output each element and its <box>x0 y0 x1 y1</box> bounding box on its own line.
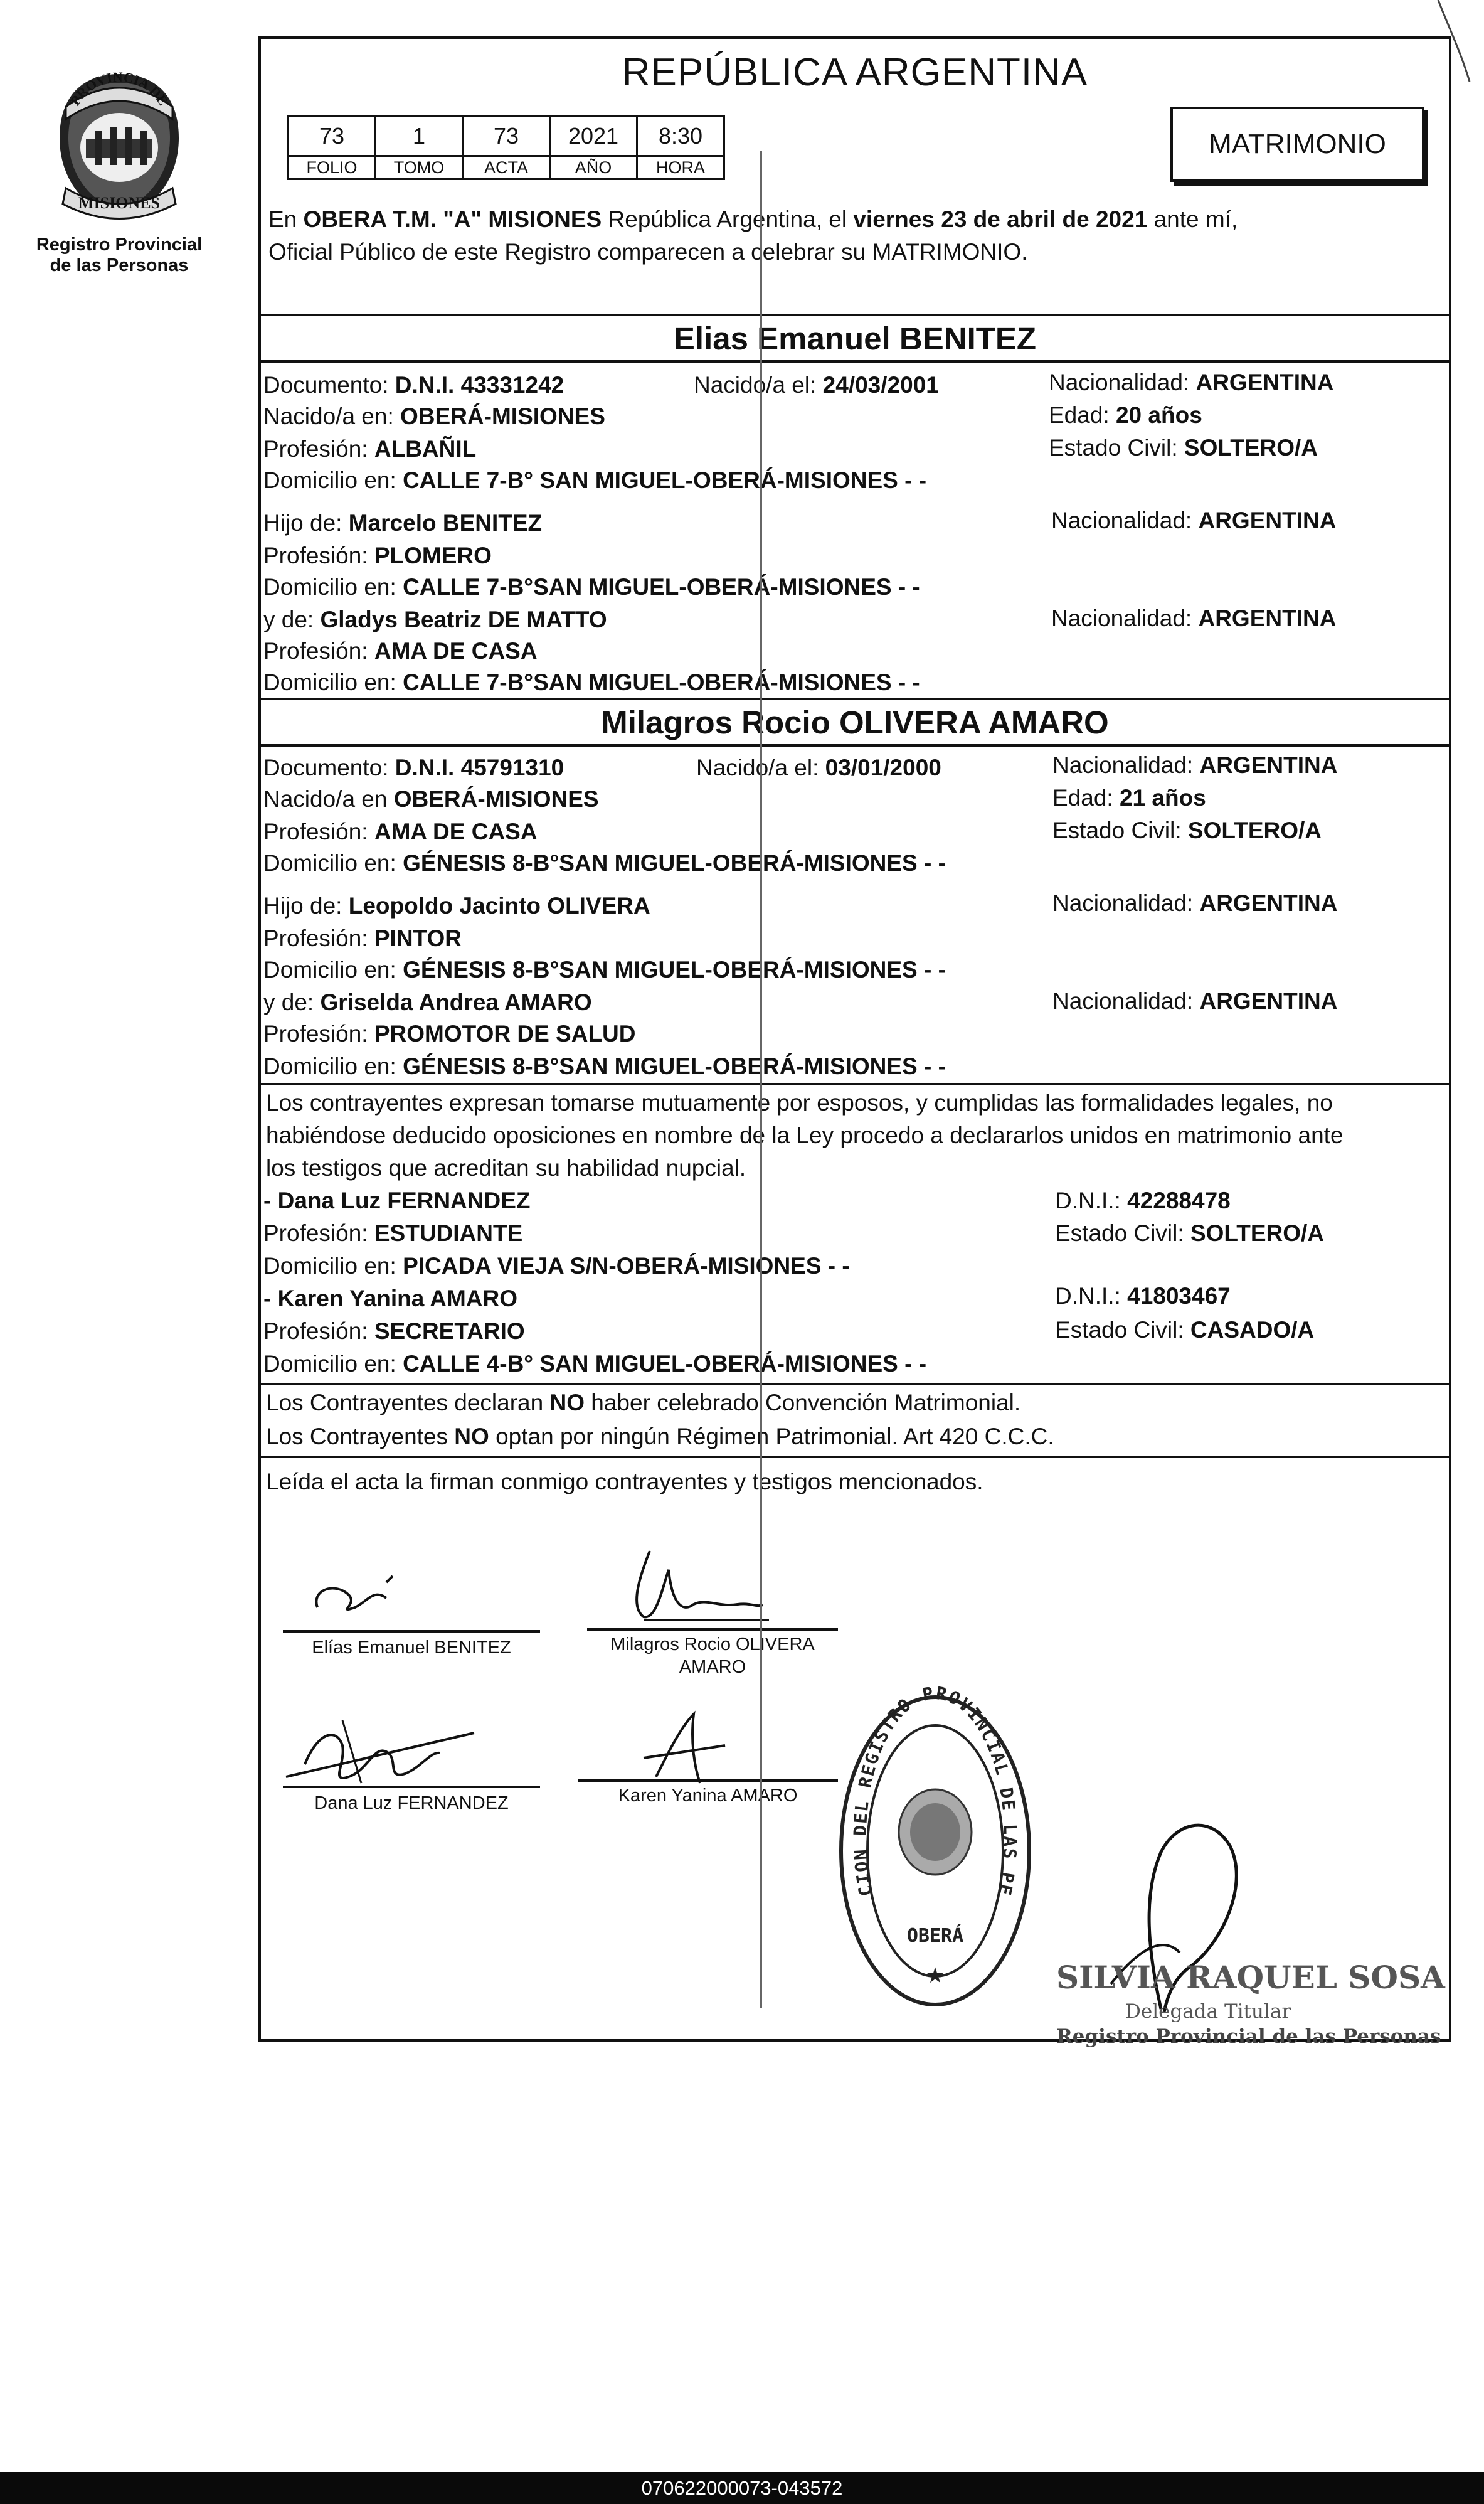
witness2-name: - Karen Yanina AMARO <box>263 1286 518 1311</box>
closing-text: Leída el acta la firman conmigo contrayentes y testigos mencionados. <box>266 1469 983 1494</box>
spouse2-marital-status: Estado Civil: SOLTERO/A <box>1052 818 1322 843</box>
spouse2-birthplace: Nacido/a en OBERÁ-MISIONES <box>263 786 599 812</box>
spouse1-marital-status: Estado Civil: SOLTERO/A <box>1049 435 1318 461</box>
year-value: 2021 <box>550 117 637 156</box>
hour-label: HORA <box>637 156 724 179</box>
spouse1-profession: Profesión: ALBAÑIL <box>263 436 477 462</box>
spouse1-mother: y de: Gladys Beatriz DE MATTO <box>263 607 607 632</box>
register-box <box>287 115 725 180</box>
intro-paragraph: En OBERA T.M. "A" MISIONES República Argentina, el viernes 23 de abril de 2021 ante mí, Oficial Público de este Registro comparecen a celebrar su MATRIMONIO. <box>268 206 1238 265</box>
spouse1-father-nationality: Nacionalidad: ARGENTINA <box>1051 508 1337 533</box>
official-seal-icon <box>829 1671 1036 2014</box>
spouse2-father-profession: Profesión: PINTOR <box>263 925 462 951</box>
signature-label-karen: Karen Yanina AMARO <box>618 1786 798 1806</box>
spouse2-father-address: Domicilio en: GÉNESIS 8-B°SAN MIGUEL-OBERÁ-MISIONES - - <box>263 957 946 983</box>
signature-elias-icon <box>299 1564 449 1620</box>
witness2-marital-status: Estado Civil: CASADO/A <box>1055 1317 1315 1343</box>
corner-fold <box>1435 0 1473 82</box>
seal-text-bottom: OBERÁ <box>906 1925 964 1947</box>
tomo-label: TOMO <box>376 156 463 179</box>
marriage-certificate-form <box>258 36 1451 2048</box>
spouse2-nationality: Nacionalidad: ARGENTINA <box>1052 752 1338 778</box>
year-label: AÑO <box>550 156 637 179</box>
spouse2-mother-profession: Profesión: PROMOTOR DE SALUD <box>263 1021 636 1047</box>
tomo-value: 1 <box>376 117 463 156</box>
signature-label-milagros: Milagros Rocio OLIVERA AMARO <box>610 1634 815 1677</box>
svg-text:★: ★ <box>925 1964 945 1988</box>
spouse1-name: Elias Emanuel BENITEZ <box>673 321 1037 356</box>
witness1-marital-status: Estado Civil: SOLTERO/A <box>1055 1220 1325 1246</box>
hour-value: 8:30 <box>637 117 724 156</box>
spouse2-birthdate: Nacido/a el: 03/01/2000 <box>696 755 941 781</box>
acta-label: ACTA <box>463 156 550 179</box>
regime-line-1: Los Contrayentes declaran NO haber celebrado Convención Matrimonial. <box>266 1390 1021 1415</box>
official-office: Registro Provincial de las Personas <box>1056 2025 1441 2048</box>
acta-value: 73 <box>463 117 550 156</box>
spouse1-birthdate: Nacido/a el: 24/03/2001 <box>694 372 939 398</box>
spouse1-nationality: Nacionalidad: ARGENTINA <box>1049 370 1334 395</box>
official-role: Delegada Titular <box>1125 2000 1291 2023</box>
document-title: REPÚBLICA ARGENTINA <box>622 51 1088 94</box>
witness1-profession: Profesión: ESTUDIANTE <box>263 1220 523 1246</box>
spouse1-mother-profession: Profesión: AMA DE CASA <box>263 638 538 664</box>
witness1-name: - Dana Luz FERNANDEZ <box>263 1188 531 1213</box>
province-logo <box>25 69 213 276</box>
regime-line-2: Los Contrayentes NO optan por ningún Régimen Patrimonial. Art 420 C.C.C. <box>266 1424 1054 1449</box>
folio-label: FOLIO <box>289 156 376 179</box>
spouse1-age: Edad: 20 años <box>1049 402 1202 428</box>
date: viernes 23 de abril de 2021 <box>853 206 1148 232</box>
spouse1-father-profession: Profesión: PLOMERO <box>263 543 492 568</box>
spouse1-mother-address: Domicilio en: CALLE 7-B°SAN MIGUEL-OBERÁ-MISIONES - - <box>263 669 920 695</box>
seal-text-top: DELEGACION DEL REGISTRO PROVINCIAL DE LAS PERSONAS <box>829 1671 1021 1899</box>
official-name: SILVIA RAQUEL SOSA <box>1056 1959 1445 1996</box>
logo-caption: Registro Provincial de las Personas <box>36 235 203 275</box>
witness1-address: Domicilio en: PICADA VIEJA S/N-OBERÁ-MISIONES - - <box>263 1253 850 1279</box>
signature-karen-icon <box>625 1708 750 1789</box>
witness2-dni: D.N.I.: 41803467 <box>1055 1283 1231 1309</box>
spouse1-father: Hijo de: Marcelo BENITEZ <box>263 510 543 536</box>
signature-dana-icon <box>280 1708 487 1789</box>
spouse1-document: Documento: D.N.I. 43331242 <box>263 372 564 398</box>
spouse2-father-nationality: Nacionalidad: ARGENTINA <box>1052 890 1338 916</box>
spouse2-profession: Profesión: AMA DE CASA <box>263 819 538 844</box>
spouse2-mother-address: Domicilio en: GÉNESIS 8-B°SAN MIGUEL-OBERÁ-MISIONES - - <box>263 1053 946 1079</box>
witness2-profession: Profesión: SECRETARIO <box>263 1318 525 1344</box>
spouse2-age: Edad: 21 años <box>1052 785 1206 811</box>
signature-label-elias: Elías Emanuel BENITEZ <box>312 1638 511 1658</box>
declaration-text: Los contrayentes expresan tomarse mutuamente por esposos, y cumplidas las formalidades legales, no habiéndose deducido oposiciones en nombre de la Ley procedo a declararlos unidos en matrimonio ante los testigos que acreditan su habilidad nupcial. <box>266 1090 1344 1181</box>
witness2-address: Domicilio en: CALLE 4-B° SAN MIGUEL-OBERÁ-MISIONES - - <box>263 1351 927 1377</box>
witness1-dni: D.N.I.: 42288478 <box>1055 1188 1231 1213</box>
logo-text-bottom: MISIONES <box>78 194 161 212</box>
spouse1-mother-nationality: Nacionalidad: ARGENTINA <box>1051 605 1337 631</box>
spouse2-father: Hijo de: Leopoldo Jacinto OLIVERA <box>263 893 650 919</box>
spouse2-mother: y de: Griselda Andrea AMARO <box>263 989 592 1015</box>
spouse1-address: Domicilio en: CALLE 7-B° SAN MIGUEL-OBERÁ-MISIONES - - <box>263 467 927 493</box>
spouse2-name: Milagros Rocio OLIVERA AMARO <box>601 705 1109 740</box>
folio-value: 73 <box>289 117 376 156</box>
signature-milagros-icon <box>612 1545 775 1626</box>
spouse1-birthplace: Nacido/a en: OBERÁ-MISIONES <box>263 403 605 429</box>
logo-text-top: PROVINCIA DE <box>66 69 172 109</box>
shield-emblem-icon <box>47 69 191 226</box>
spouse2-address: Domicilio en: GÉNESIS 8-B°SAN MIGUEL-OBERÁ-MISIONES - - <box>263 850 946 876</box>
document-code-bar: 070622000073-043572 <box>0 2472 1484 2504</box>
spouse2-mother-nationality: Nacionalidad: ARGENTINA <box>1052 988 1338 1014</box>
place: OBERA T.M. "A" MISIONES <box>303 206 602 232</box>
certificate-type-box: MATRIMONIO <box>1170 107 1424 182</box>
spouse2-document: Documento: D.N.I. 45791310 <box>263 755 564 781</box>
signature-label-dana: Dana Luz FERNANDEZ <box>314 1793 509 1813</box>
spouse1-father-address: Domicilio en: CALLE 7-B°SAN MIGUEL-OBERÁ-MISIONES - - <box>263 574 920 600</box>
